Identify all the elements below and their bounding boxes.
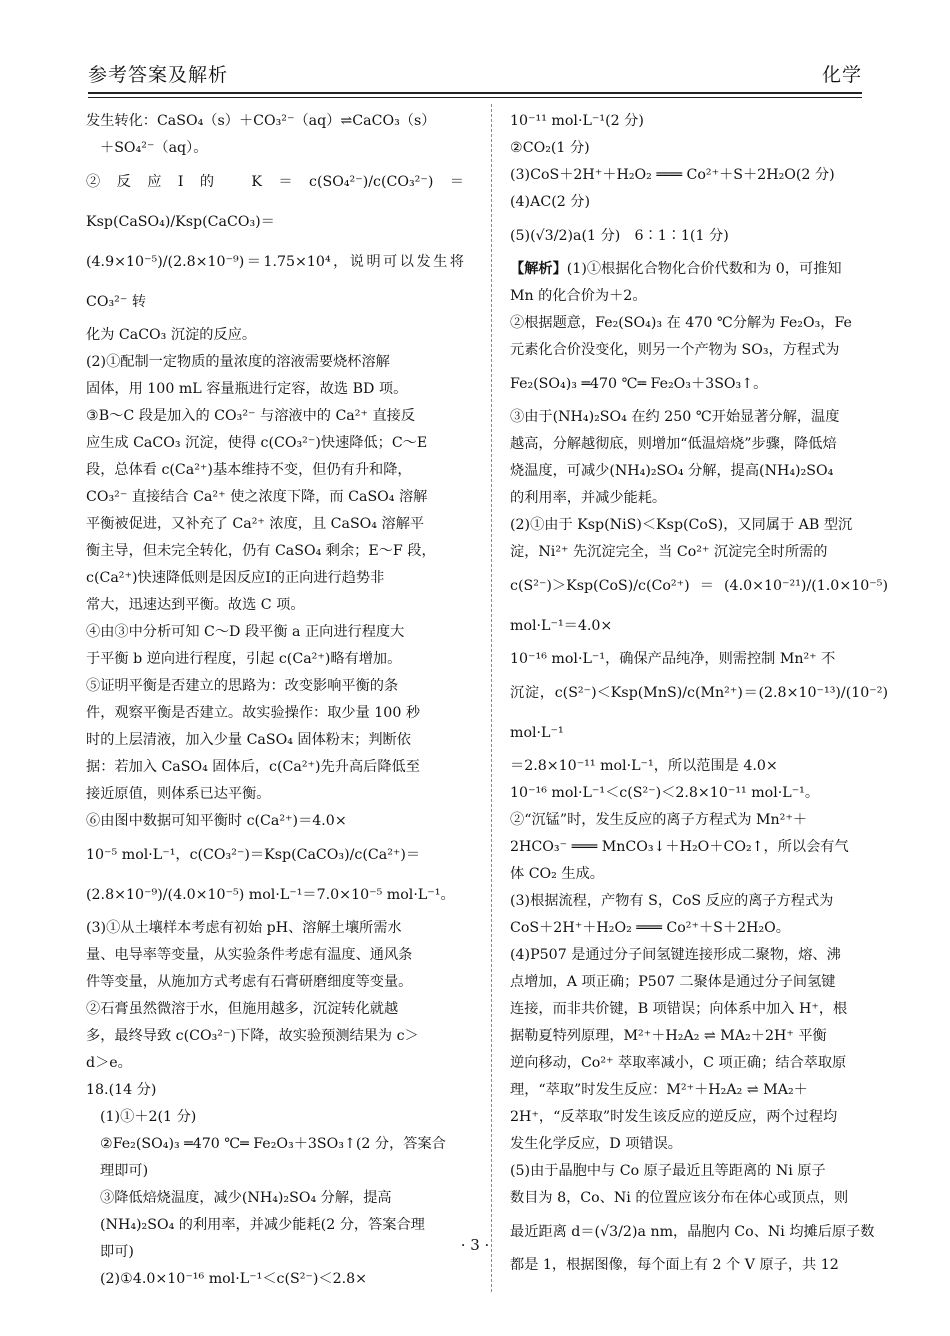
text-line: (2)①4.0×10⁻¹⁶ mol·L⁻¹＜c(S²⁻)＜2.8× [100, 1271, 368, 1287]
text-line: 固体，用 100 mL 容量瓶进行定容，故选 BD 项。 [86, 381, 408, 397]
text-line: 发生转化：CaSO₄（s）＋CO₃²⁻（aq）⇌CaCO₃（s） [86, 113, 436, 129]
text-line: 平衡被促进，又补充了 Ca²⁺ 浓度，且 CaSO₄ 溶解平 [86, 516, 425, 532]
text-line: Mn 的化合价为＋2。 [510, 288, 647, 304]
text-line: 时的上层清液，加入少量 CaSO₄ 固体粉末；判断依 [86, 732, 411, 748]
text-line: 于平衡 b 逆向进行程度，引起 c(Ca²⁺)略有增加。 [86, 651, 402, 667]
text-line: 淀，Ni²⁺ 先沉淀完全，当 Co²⁺ 沉淀完全时所需的 [510, 544, 828, 560]
text-line: ②反应Ⅰ的 K＝c(SO₄²⁻)/c(CO₃²⁻)＝Ksp(CaSO₄)/Ksp(CaCO₃)＝ [86, 174, 464, 230]
page-number: · 3 · [460, 1236, 490, 1254]
text-line: Fe₂(SO₄)₃ ═470 ℃═ Fe₂O₃＋3SO₃↑。 [510, 376, 768, 392]
text-line: ②CO₂(1 分) [510, 140, 590, 156]
text-line: 衡主导，但未完全转化，仍有 CaSO₄ 剩余；E～F 段， [86, 543, 436, 559]
text-line: 发生化学反应，D 项错误。 [510, 1136, 682, 1152]
text-line: 越高，分解越彻底，则增加“低温焙烧”步骤，降低焙 [510, 436, 837, 452]
text-line: (5)由于晶胞中与 Co 原子最近且等距离的 Ni 原子 [510, 1163, 826, 1179]
text-line: 10⁻¹¹ mol·L⁻¹(2 分) [510, 113, 644, 129]
page-header [88, 60, 862, 92]
text-line: 数目为 8，Co、Ni 的位置应该分布在体心或顶点，则 [510, 1190, 849, 1206]
text-line: 常大，迅速达到平衡。故选 C 项。 [86, 597, 305, 613]
text-line: (3)①从土壤样本考虑有初始 pH、溶解土壤所需水 [86, 920, 402, 936]
text-line: ③B～C 段是加入的 CO₃²⁻ 与溶液中的 Ca²⁺ 直接反 [86, 408, 416, 424]
text-line: (3)CoS＋2H⁺＋H₂O₂ ═══ Co²⁺＋S＋2H₂O(2 分) [510, 167, 835, 183]
text-line: ＋SO₄²⁻（aq）。 [100, 140, 208, 156]
text-line: (4)P507 是通过分子间氢键连接形成二聚物，熔、沸 [510, 947, 841, 963]
text-line: 件等变量，从施加方式考虑有石膏研磨细度等变量。 [86, 974, 413, 990]
text-line: (2)①由于 Ksp(NiS)＜Ksp(CoS)，又同属于 AB 型沉 [510, 517, 853, 533]
text-line: (1)①＋2(1 分) [100, 1109, 197, 1125]
right-column [510, 108, 888, 1279]
text-line: ②“沉锰”时，发生反应的离子方程式为 Mn²⁺＋ [510, 812, 808, 828]
text-line: ③由于(NH₄)₂SO₄ 在约 250 ℃开始显著分解，温度 [510, 409, 840, 425]
text-line: (2.8×10⁻⁹)/(4.0×10⁻⁵) mol·L⁻¹＝7.0×10⁻⁵ mol·L⁻¹。 [86, 887, 455, 903]
header-title: 参考答案及解析 [88, 64, 229, 86]
text-line: 的利用率，并减少能耗。 [510, 490, 667, 506]
text-line: CO₃²⁻ 直接结合 Ca²⁺ 使之浓度下降，而 CaSO₄ 溶解 [86, 489, 428, 505]
text-line: (3)根据流程，产物有 S，CoS 反应的离子方程式为 [510, 893, 834, 909]
text-line: 10⁻⁵ mol·L⁻¹，c(CO₃²⁻)＝Ksp(CaCO₃)/c(Ca²⁺)＝ [86, 847, 421, 863]
text-line: 化为 CaCO₃ 沉淀的反应。 [86, 327, 257, 343]
text-line: d＞e。 [86, 1055, 132, 1071]
question-number: 18.(14 分) [86, 1082, 157, 1098]
text-line: ⑥由图中数据可知平衡时 c(Ca²⁺)＝4.0× [86, 813, 347, 829]
text-line: ②石膏虽然微溶于水，但施用越多，沉淀转化就越 [86, 1001, 399, 1017]
text-line: 点增加，A 项正确；P507 二聚体是通过分子间氢键 [510, 974, 836, 990]
left-column [86, 108, 464, 1293]
text-line: 沉淀，c(S²⁻)＜Ksp(MnS)/c(Mn²⁺)＝(2.8×10⁻¹³)/(10⁻²) mol·L⁻¹ [510, 685, 888, 741]
text-line: (2)①配制一定物质的量浓度的溶液需要烧杯溶解 [86, 354, 390, 370]
header-rule-thick [88, 92, 862, 94]
text-line: 即可) [100, 1244, 134, 1260]
text-line: (NH₄)₂SO₄ 的利用率，并减少能耗(2 分，答案合理 [100, 1217, 425, 1233]
text-line: c(S²⁻)＞Ksp(CoS)/c(Co²⁺)＝(4.0×10⁻²¹)/(1.0×10⁻⁵) mol·L⁻¹＝4.0× [510, 578, 888, 634]
text-line: ⑤证明平衡是否建立的思路为：改变影响平衡的条 [86, 678, 399, 694]
text-line: 段，总体看 c(Ca²⁺)基本维持不变，但仍有升和降， [86, 462, 412, 478]
text-line: 多，最终导致 c(CO₃²⁻)下降，故实验预测结果为 c＞ [86, 1028, 419, 1044]
text-line: 接近原值，则体系已达平衡。 [86, 786, 271, 802]
text-line: 最近距离 d＝(√3/2)a nm，晶胞内 Co、Ni 均摊后原子数 [510, 1224, 875, 1240]
text-line: c(Ca²⁺)快速降低则是因反应Ⅰ的正向进行趋势非 [86, 570, 385, 586]
text-line: (5)(√3/2)a(1 分) 6∶1∶1(1 分) [510, 228, 729, 244]
text-line: 体 CO₂ 生成。 [510, 866, 604, 882]
text-line: ＝2.8×10⁻¹¹ mol·L⁻¹，所以范围是 4.0× [510, 758, 778, 774]
text-line: ③降低焙烧温度，减少(NH₄)₂SO₄ 分解，提高 [100, 1190, 392, 1206]
text-line: ②根据题意，Fe₂(SO₄)₃ 在 470 ℃分解为 Fe₂O₃，Fe [510, 315, 852, 331]
text-line: 据：若加入 CaSO₄ 固体后，c(Ca²⁺)先升高后降低至 [86, 759, 420, 775]
text-line: ④由③中分析可知 C～D 段平衡 a 正向进行程度大 [86, 624, 405, 640]
text-line: 量、电导率等变量，从实验条件考虑有温度、通风条 [86, 947, 413, 963]
header-subject: 化学 [821, 64, 862, 86]
text-line: (4.9×10⁻⁵)/(2.8×10⁻⁹)＝1.75×10⁴，说明可以发生将 CO₃²⁻ 转 [86, 254, 464, 310]
header-rule-thin [88, 97, 862, 98]
text-line: ②Fe₂(SO₄)₃ ═470 ℃═ Fe₂O₃＋3SO₃↑(2 分，答案合 [100, 1136, 446, 1152]
text-line: 2H⁺，“反萃取”时发生该反应的逆反应，两个过程均 [510, 1109, 838, 1125]
text-line: 10⁻¹⁶ mol·L⁻¹，确保产品纯净，则需控制 Mn²⁺ 不 [510, 651, 836, 667]
text-line: 元素化合价没变化，则另一个产物为 SO₃，方程式为 [510, 342, 840, 358]
text-line: 应生成 CaCO₃ 沉淀，使得 c(CO₃²⁻)快速降低；C～E [86, 435, 428, 451]
text-line: 连接，而非共价键，B 项错误；向体系中加入 H⁺，根 [510, 1001, 848, 1017]
text-line: (4)AC(2 分) [510, 194, 590, 210]
text-line: 理，“萃取”时发生反应：M²⁺＋H₂A₂ ⇌ MA₂＋ [510, 1082, 808, 1098]
text-line: 10⁻¹⁶ mol·L⁻¹＜c(S²⁻)＜2.8×10⁻¹¹ mol·L⁻¹。 [510, 785, 820, 801]
text-line: 理即可) [100, 1163, 149, 1179]
column-divider [491, 104, 492, 1292]
text-line: 件，观察平衡是否建立。故实验操作：取少量 100 秒 [86, 705, 421, 721]
text-line: 2HCO₃⁻ ═══ MnCO₃↓＋H₂O＋CO₂↑，所以会有气 [510, 839, 849, 855]
text-line: 据勒夏特列原理，M²⁺＋H₂A₂ ⇌ MA₂＋2H⁺ 平衡 [510, 1028, 827, 1044]
text-line: 逆向移动，Co²⁺ 萃取率减小，C 项正确；结合萃取原 [510, 1055, 847, 1071]
text-line: 烧温度，可减少(NH₄)₂SO₄ 分解，提高(NH₄)₂SO₄ [510, 463, 834, 479]
analysis-heading-line: 【解析】(1)①根据化合物化合价代数和为 0，可推知 [510, 261, 842, 277]
analysis-label: 【解析】 [510, 261, 567, 277]
text-line: CoS＋2H⁺＋H₂O₂ ═══ Co²⁺＋S＋2H₂O。 [510, 920, 790, 936]
text-line: 都是 1，根据图像，每个面上有 2 个 V 原子，共 12 [510, 1257, 839, 1273]
